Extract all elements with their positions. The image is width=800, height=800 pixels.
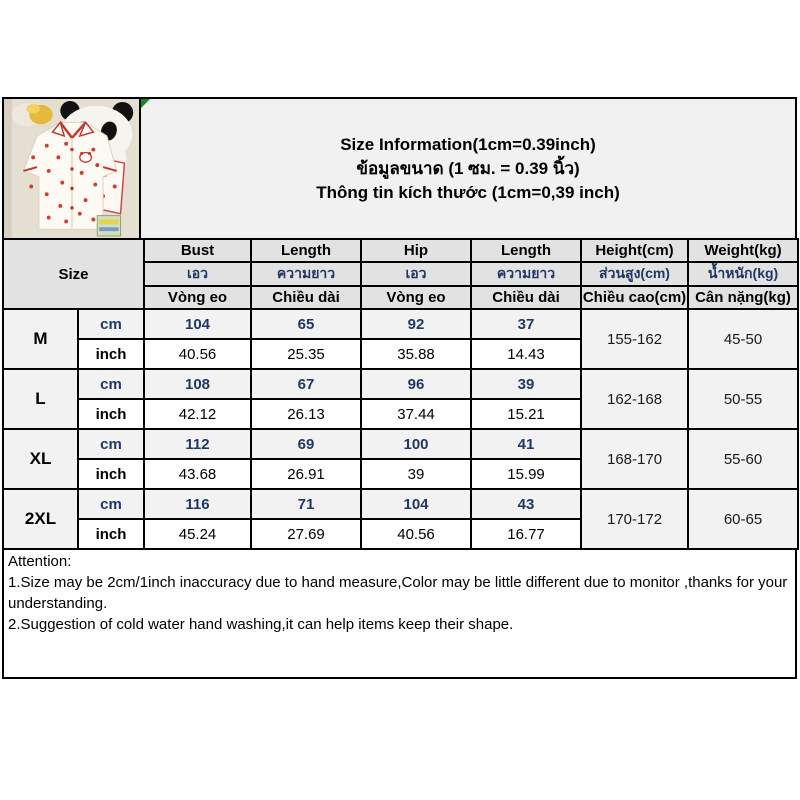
attention-note-1: 1.Size may be 2cm/1inch inaccuracy due to hand measure,Color may be little different due to monitor ,thanks for your understanding. xyxy=(8,574,788,612)
col-header-length-th: ความยาว xyxy=(251,262,361,286)
attention-box xyxy=(2,548,797,679)
table-row xyxy=(3,369,798,399)
measure-cell: 39 xyxy=(361,459,471,489)
col-header-bust-vi: Vòng eo xyxy=(144,286,251,309)
col-header-hip-vi: Vòng eo xyxy=(361,286,471,309)
unit-cell: inch xyxy=(78,519,144,549)
col-header-length2-en: Length xyxy=(471,239,581,262)
weight-range-cell: 45-50 xyxy=(688,309,798,369)
measure-cell: 116 xyxy=(144,489,251,519)
measure-cell: 40.56 xyxy=(144,339,251,369)
weight-range-cell: 60-65 xyxy=(688,489,798,549)
col-header-height-vi: Chiều cao(cm) xyxy=(581,286,688,309)
unit-cell: cm xyxy=(78,369,144,399)
measure-cell: 65 xyxy=(251,309,361,339)
measure-cell: 71 xyxy=(251,489,361,519)
col-header-length2-vi: Chiều dài xyxy=(471,286,581,309)
yellow-fabric-icon xyxy=(12,103,53,126)
col-header-bust-th: เอว xyxy=(144,262,251,286)
col-header-height-en: Height(cm) xyxy=(581,239,688,262)
measure-cell: 43 xyxy=(471,489,581,519)
table-row xyxy=(3,429,798,459)
measure-cell: 112 xyxy=(144,429,251,459)
measure-cell: 26.91 xyxy=(251,459,361,489)
size-table-section xyxy=(2,238,797,679)
col-header-hip-th: เอว xyxy=(361,262,471,286)
measure-cell: 25.35 xyxy=(251,339,361,369)
unit-cell: cm xyxy=(78,429,144,459)
unit-cell: inch xyxy=(78,459,144,489)
measure-cell: 26.13 xyxy=(251,399,361,429)
measure-cell: 14.43 xyxy=(471,339,581,369)
size-info-title-cell xyxy=(141,97,797,240)
height-range-cell: 168-170 xyxy=(581,429,688,489)
col-header-weight-th: น้ำหนัก(kg) xyxy=(688,262,798,286)
measure-cell: 41 xyxy=(471,429,581,459)
cell-corner-flag-icon xyxy=(141,99,150,108)
measure-cell: 37 xyxy=(471,309,581,339)
table-row xyxy=(3,309,798,339)
unit-cell: inch xyxy=(78,399,144,429)
measure-cell: 15.99 xyxy=(471,459,581,489)
size-table xyxy=(2,238,799,550)
measure-cell: 40.56 xyxy=(361,519,471,549)
measure-cell: 39 xyxy=(471,369,581,399)
measure-cell: 42.12 xyxy=(144,399,251,429)
product-photo-illustration xyxy=(4,99,139,238)
measure-cell: 15.21 xyxy=(471,399,581,429)
product-photo xyxy=(2,97,141,240)
title-thai: ข้อมูลขนาด (1 ซม. = 0.39 นิ้ว) xyxy=(356,159,580,178)
col-header-bust-en: Bust xyxy=(144,239,251,262)
measure-cell: 16.77 xyxy=(471,519,581,549)
title-english: Size Information(1cm=0.39inch) xyxy=(340,135,596,154)
measure-cell: 37.44 xyxy=(361,399,471,429)
attention-note-2: 2.Suggestion of cold water hand washing,it can help items keep their shape. xyxy=(8,616,514,633)
measure-cell: 96 xyxy=(361,369,471,399)
unit-cell: cm xyxy=(78,309,144,339)
title-vietnamese: Thông tin kích thước (1cm=0,39 inch) xyxy=(316,183,620,202)
col-header-length-en: Length xyxy=(251,239,361,262)
col-header-hip-en: Hip xyxy=(361,239,471,262)
weight-range-cell: 50-55 xyxy=(688,369,798,429)
col-header-weight-vi: Cân nặng(kg) xyxy=(688,286,798,309)
col-header-weight-en: Weight(kg) xyxy=(688,239,798,262)
price-tag-icon xyxy=(97,216,120,236)
measure-cell: 104 xyxy=(361,489,471,519)
table-row xyxy=(3,489,798,519)
size-cell: M xyxy=(3,309,78,369)
size-header: Size xyxy=(3,239,144,309)
photo-title-row xyxy=(2,97,797,240)
measure-cell: 45.24 xyxy=(144,519,251,549)
measure-cell: 69 xyxy=(251,429,361,459)
measure-cell: 27.69 xyxy=(251,519,361,549)
attention-title: Attention: xyxy=(8,553,72,570)
unit-cell: cm xyxy=(78,489,144,519)
weight-range-cell: 55-60 xyxy=(688,429,798,489)
unit-cell: inch xyxy=(78,339,144,369)
height-range-cell: 155-162 xyxy=(581,309,688,369)
measure-cell: 92 xyxy=(361,309,471,339)
measure-cell: 35.88 xyxy=(361,339,471,369)
col-header-height-th: ส่วนสูง(cm) xyxy=(581,262,688,286)
col-header-length2-th: ความยาว xyxy=(471,262,581,286)
size-cell: 2XL xyxy=(3,489,78,549)
measure-cell: 104 xyxy=(144,309,251,339)
measure-cell: 100 xyxy=(361,429,471,459)
hello-kitty-patch-icon xyxy=(80,152,92,162)
measure-cell: 108 xyxy=(144,369,251,399)
size-cell: L xyxy=(3,369,78,429)
height-range-cell: 162-168 xyxy=(581,369,688,429)
height-range-cell: 170-172 xyxy=(581,489,688,549)
size-cell: XL xyxy=(3,429,78,489)
measure-cell: 43.68 xyxy=(144,459,251,489)
col-header-length-vi: Chiều dài xyxy=(251,286,361,309)
measure-cell: 67 xyxy=(251,369,361,399)
